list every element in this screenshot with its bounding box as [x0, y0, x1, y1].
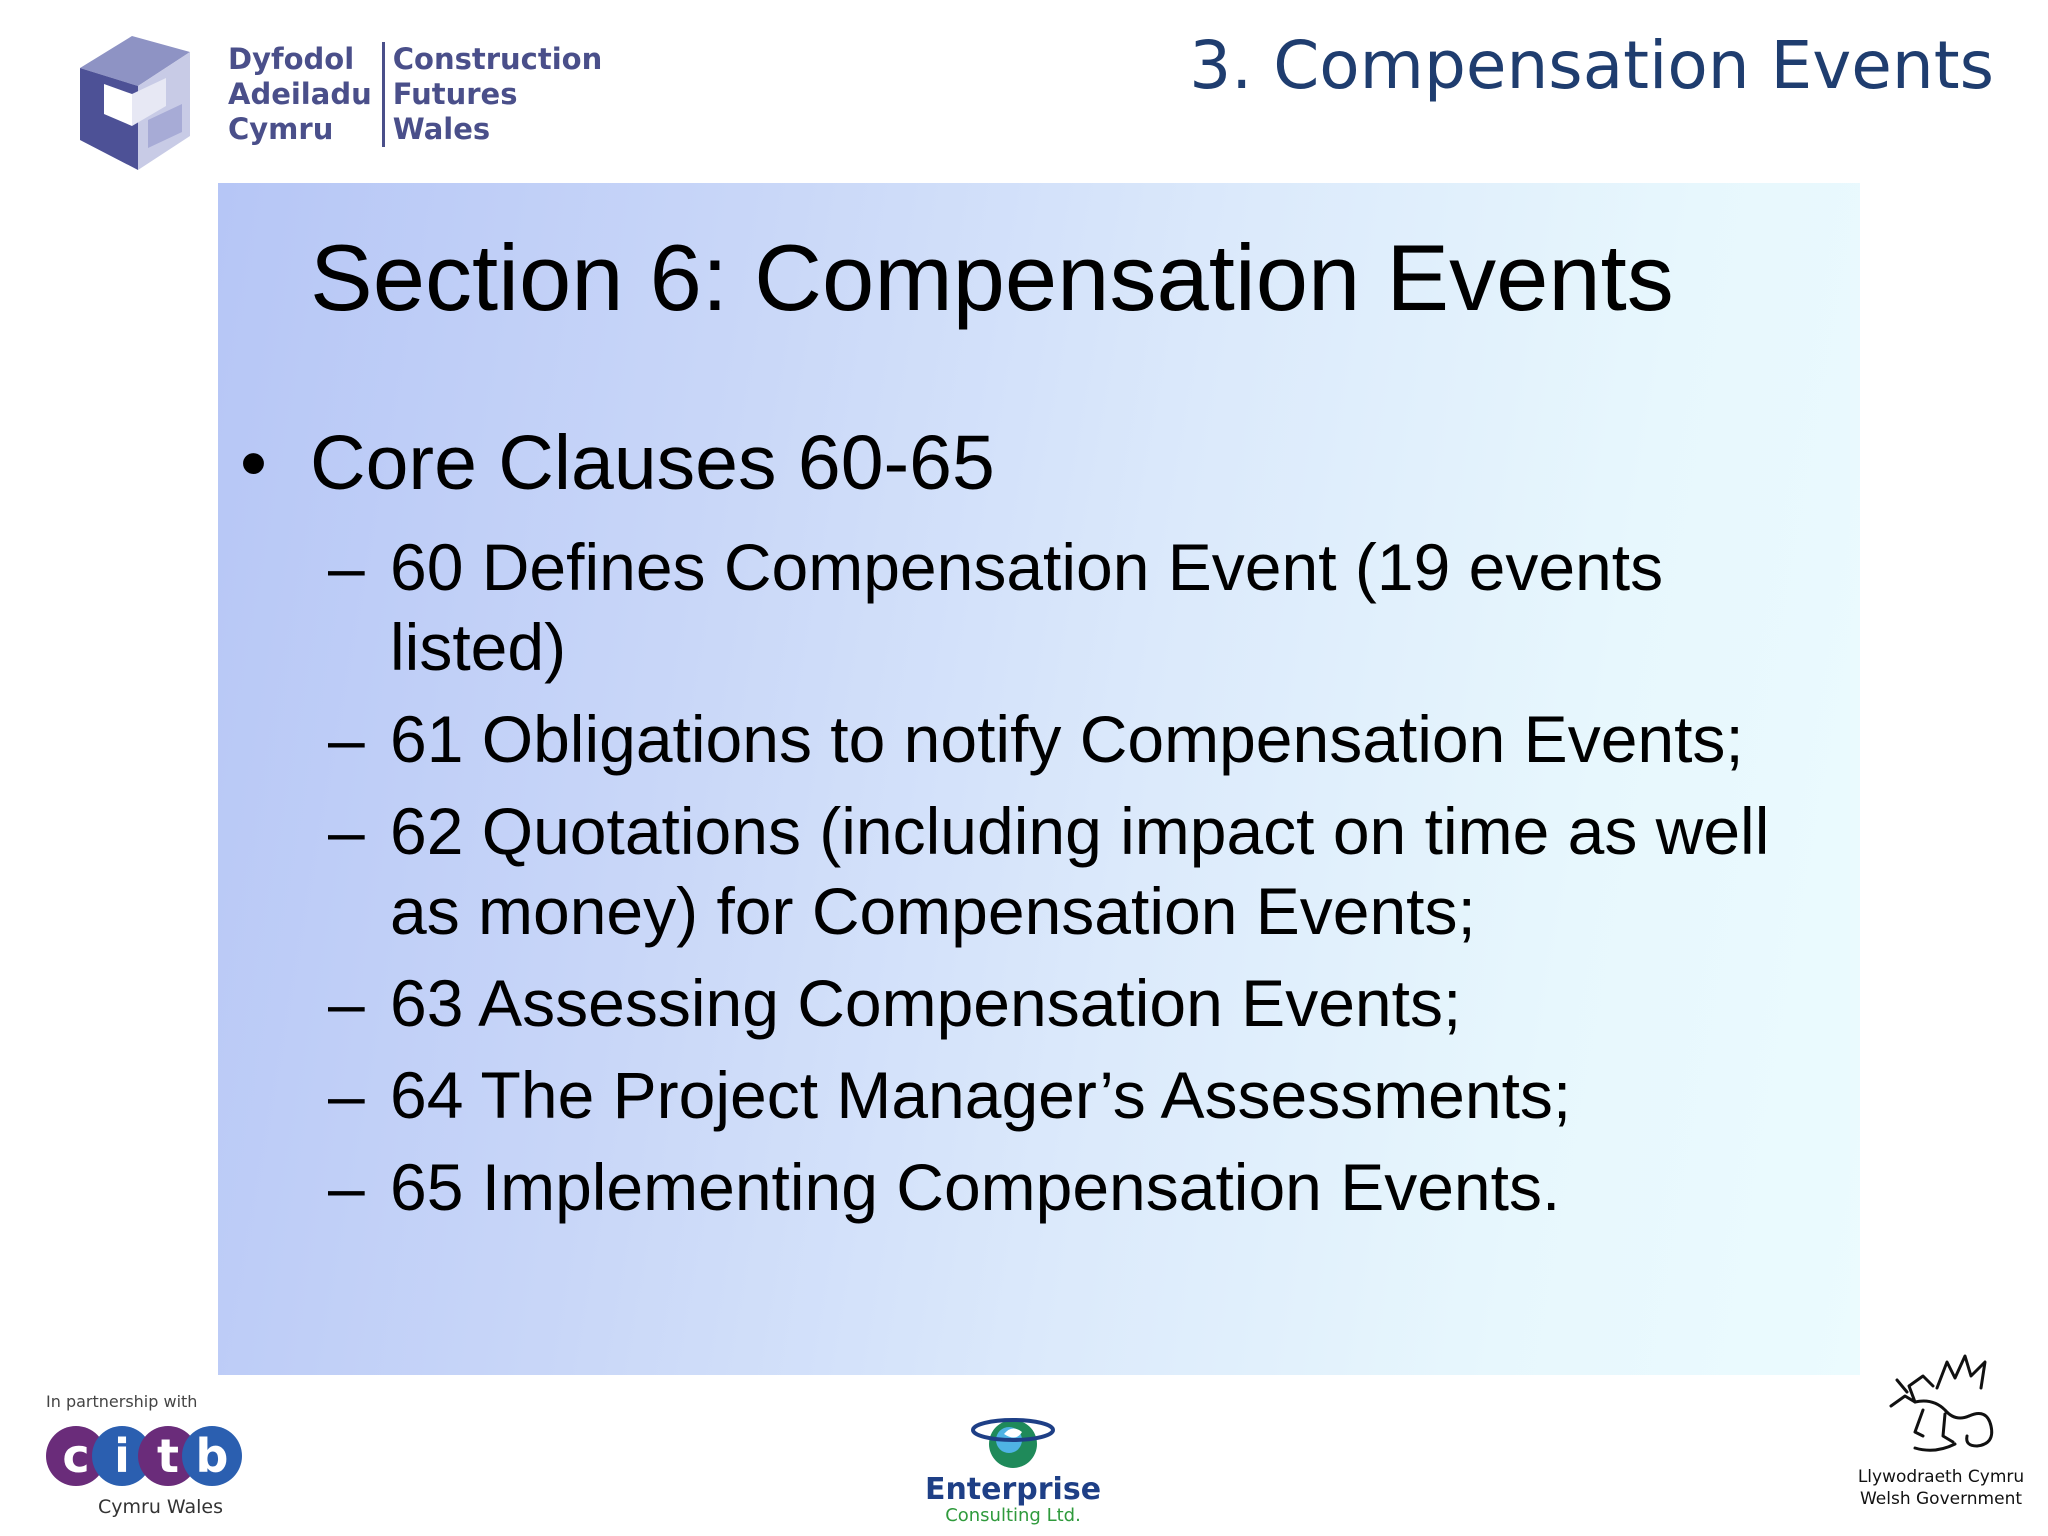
dash-marker: – — [328, 794, 365, 868]
list-item-text: 62 Quotations (including impact on time as well as money) for Compensation Events; — [390, 794, 1770, 948]
dash-marker: – — [328, 702, 365, 776]
list-item-text: 63 Assessing Compensation Events; — [390, 966, 1462, 1040]
welsh-government-english-name: Welsh Government — [1859, 1489, 2023, 1509]
logo-welsh-line: Dyfodol — [228, 42, 355, 76]
list-item-text: 60 Defines Compensation Event (19 events listed) — [390, 530, 1664, 684]
citb-letter: i — [114, 1429, 130, 1483]
citb-subtitle: Cymru Wales — [98, 1496, 223, 1518]
globe-logo-icon — [968, 1408, 1058, 1474]
slide-title: Section 6: Compensation Events — [310, 225, 1674, 330]
list-item — [328, 1055, 1828, 1135]
dash-marker: – — [328, 1058, 365, 1132]
list-item-text: 64 The Project Manager’s Assessments; — [390, 1058, 1572, 1132]
dash-marker: – — [328, 530, 365, 604]
dash-marker: – — [328, 966, 365, 1040]
construction-futures-wales-logo — [70, 28, 610, 178]
bullet-text: Core Clauses 60-65 — [310, 420, 995, 506]
logo-welsh-line: Adeiladu — [228, 77, 372, 111]
logo-wordmark — [228, 42, 602, 147]
welsh-government-welsh-name: Llywodraeth Cymru — [1857, 1467, 2025, 1487]
bullet-marker: • — [240, 420, 267, 506]
dash-marker: – — [328, 1150, 365, 1224]
citb-circles-icon — [44, 1416, 244, 1498]
subitem-list — [328, 527, 1828, 1239]
logo-english-column — [382, 42, 603, 147]
list-item — [328, 963, 1828, 1043]
list-item-text: 61 Obligations to notify Compensation Events; — [390, 702, 1744, 776]
citb-letter: t — [157, 1429, 179, 1483]
logo-welsh-column — [228, 42, 382, 147]
enterprise-name: Enterprise — [924, 1472, 1102, 1507]
logo-english-line: Wales — [392, 112, 491, 146]
page-title: 3. Compensation Events — [1189, 27, 1994, 104]
enterprise-subtitle: Consulting Ltd. — [945, 1505, 1081, 1526]
enterprise-consulting-logo — [918, 1408, 1108, 1528]
welsh-government-logo — [1846, 1348, 2036, 1528]
citb-letter: b — [195, 1429, 229, 1483]
citb-letter: c — [62, 1429, 90, 1483]
list-item — [328, 527, 1828, 687]
logo-english-line: Futures — [392, 77, 518, 111]
partner-text: In partnership with — [46, 1392, 198, 1411]
list-item — [328, 1147, 1828, 1227]
dragon-logo-icon — [1871, 1348, 2011, 1466]
cube-logo-icon — [70, 28, 215, 176]
list-item — [328, 791, 1828, 951]
logo-english-line: Construction — [392, 42, 603, 76]
slide-panel — [218, 183, 1860, 1375]
logo-welsh-line: Cymru — [228, 112, 334, 146]
citb-logo — [44, 1392, 254, 1522]
list-item-text: 65 Implementing Compensation Events. — [390, 1150, 1561, 1224]
bullet-item — [240, 418, 995, 508]
list-item — [328, 699, 1828, 779]
